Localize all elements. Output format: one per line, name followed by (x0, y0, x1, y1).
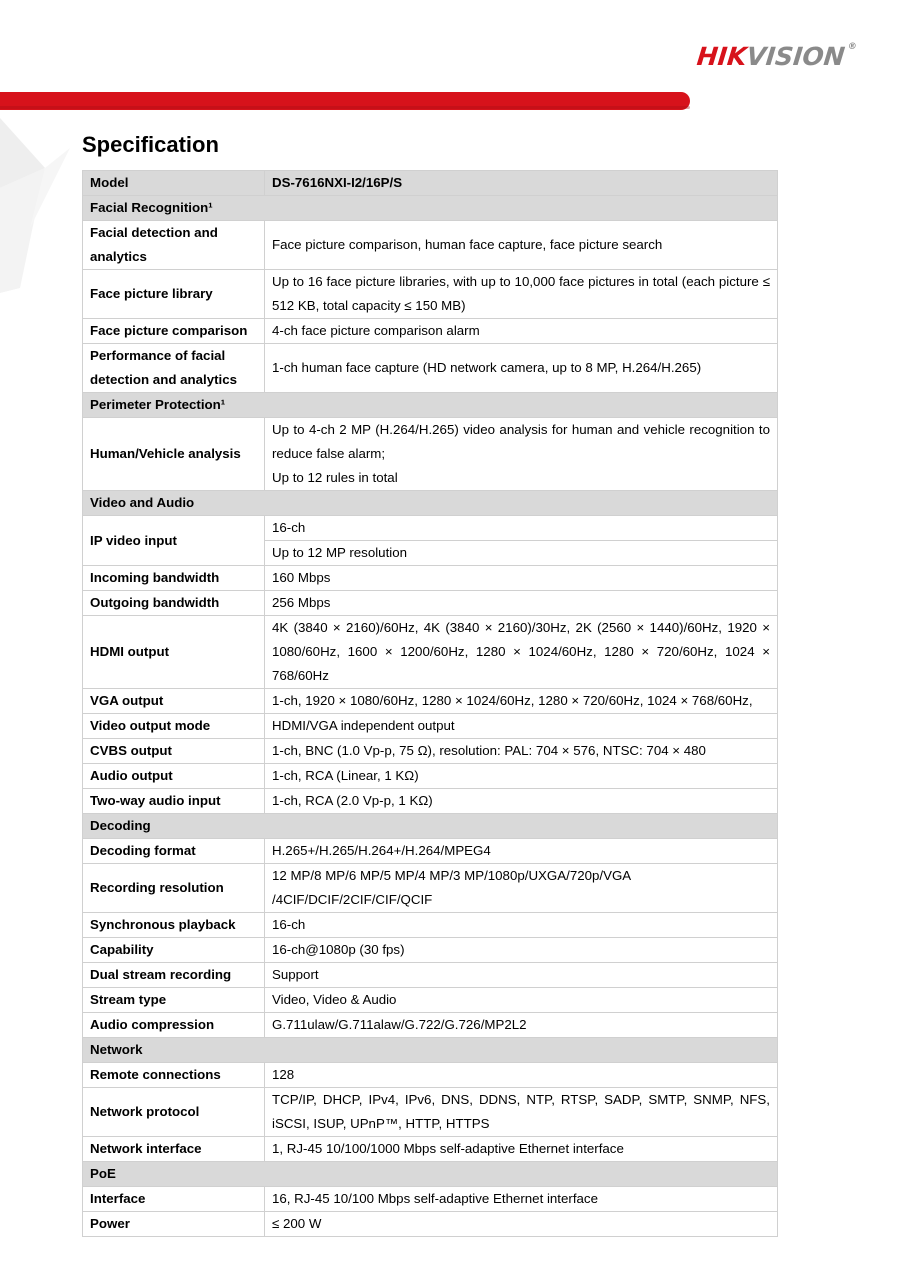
spec-label: Face picture comparison (83, 319, 265, 344)
spec-value (265, 789, 778, 814)
logo-text-red: HIK (695, 42, 749, 71)
spec-row (83, 616, 778, 689)
spec-value: Up to 12 MP resolution (265, 541, 778, 566)
spec-label: Audio output (83, 764, 265, 789)
spec-value (265, 270, 778, 319)
spec-value-line: 1-ch human face capture (HD network camera, up to 8 MP, H.264/H.265) (272, 360, 702, 375)
section-header-row (83, 491, 778, 516)
model-label: Model (83, 171, 265, 196)
spec-value (265, 988, 778, 1013)
spec-value (265, 739, 778, 764)
section-header-row (83, 814, 778, 839)
spec-row (83, 344, 778, 393)
spec-value (265, 1063, 778, 1088)
spec-value (265, 1137, 778, 1162)
spec-row (83, 714, 778, 739)
spec-label: IP video input (83, 516, 265, 566)
specification-table (82, 170, 778, 1237)
spec-label: Audio compression (83, 1013, 265, 1038)
spec-value-line: 16, RJ-45 10/100 Mbps self-adaptive Ethernet interface (272, 1191, 598, 1206)
spec-label: Two-way audio input (83, 789, 265, 814)
spec-value-line: 16-ch (272, 917, 306, 932)
spec-label: HDMI output (83, 616, 265, 689)
spec-row (83, 739, 778, 764)
hikvision-logo (696, 42, 858, 71)
spec-value (265, 714, 778, 739)
spec-value-line: HDMI/VGA independent output (272, 718, 455, 733)
spec-value-line: G.711ulaw/G.711alaw/G.722/G.726/MP2L2 (272, 1017, 527, 1032)
spec-value-line: TCP/IP, DHCP, IPv4, IPv6, DNS, DDNS, NTP, RTSP, SADP, SMTP, SNMP, NFS, iSCSI, ISUP, UPnP™, HTTP, HTTPS (272, 1092, 770, 1131)
spec-label: Dual stream recording (83, 963, 265, 988)
spec-row (83, 1063, 778, 1088)
spec-label: Video output mode (83, 714, 265, 739)
spec-label: Incoming bandwidth (83, 566, 265, 591)
section-title: Network (83, 1038, 778, 1063)
spec-value (265, 1088, 778, 1137)
spec-value-line: Support (272, 967, 319, 982)
spec-label: Synchronous playback (83, 913, 265, 938)
spec-value (265, 221, 778, 270)
section-header-row (83, 196, 778, 221)
spec-value-line: 4-ch face picture comparison alarm (272, 323, 480, 338)
spec-label: Power (83, 1212, 265, 1237)
section-title: Perimeter Protection¹ (83, 393, 778, 418)
spec-row (83, 566, 778, 591)
spec-value: 16-ch (265, 516, 778, 541)
spec-label: Network interface (83, 1137, 265, 1162)
spec-value-line: Face picture comparison, human face capture, face picture search (272, 237, 663, 252)
spec-label: CVBS output (83, 739, 265, 764)
spec-row (83, 913, 778, 938)
spec-label: Recording resolution (83, 864, 265, 913)
spec-row (83, 221, 778, 270)
spec-value-line: 160 Mbps (272, 570, 331, 585)
spec-value (265, 839, 778, 864)
spec-value-line: 4K (3840 × 2160)/60Hz, 4K (3840 × 2160)/30Hz, 2K (2560 × 1440)/60Hz, 1920 × 1080/60Hz, 1600 × 1200/60Hz, 1280 × 1024/60Hz, 1280 × 720/60Hz, 1024 × 768/60Hz (272, 620, 770, 683)
spec-value (265, 1013, 778, 1038)
spec-label: Interface (83, 1187, 265, 1212)
spec-label: Stream type (83, 988, 265, 1013)
spec-row (83, 418, 778, 491)
model-row (83, 171, 778, 196)
spec-value (265, 344, 778, 393)
header-red-bar (0, 92, 690, 110)
spec-value-line: 1-ch, RCA (2.0 Vp-p, 1 KΩ) (272, 793, 433, 808)
section-header-row (83, 393, 778, 418)
spec-value-line: 1, RJ-45 10/100/1000 Mbps self-adaptive Ethernet interface (272, 1141, 624, 1156)
spec-value-line: /4CIF/DCIF/2CIF/CIF/QCIF (272, 892, 433, 907)
spec-row (83, 1137, 778, 1162)
spec-row (83, 764, 778, 789)
spec-row (83, 789, 778, 814)
spec-label: Remote connections (83, 1063, 265, 1088)
spec-label: Capability (83, 938, 265, 963)
spec-value-line: 12 MP/8 MP/6 MP/5 MP/4 MP/3 MP/1080p/UXGA/720p/VGA (272, 868, 632, 883)
spec-value (265, 938, 778, 963)
spec-value-line: 128 (272, 1067, 295, 1082)
spec-value (265, 963, 778, 988)
section-title: PoE (83, 1162, 778, 1187)
spec-row (83, 864, 778, 913)
spec-row (83, 591, 778, 616)
spec-value (265, 616, 778, 689)
spec-label: VGA output (83, 689, 265, 714)
section-title: Facial Recognition¹ (83, 196, 778, 221)
spec-value (265, 913, 778, 938)
spec-value (265, 864, 778, 913)
spec-label: Performance of facial detection and analytics (83, 344, 265, 393)
spec-row (83, 1088, 778, 1137)
spec-row (83, 516, 778, 541)
spec-value-line: 1-ch, 1920 × 1080/60Hz, 1280 × 1024/60Hz, 1280 × 720/60Hz, 1024 × 768/60Hz, (272, 693, 753, 708)
page-title: Specification (82, 132, 219, 157)
section-title: Decoding (83, 814, 778, 839)
spec-value-line: Up to 12 rules in total (272, 470, 398, 485)
spec-row (83, 270, 778, 319)
spec-label: Facial detection and analytics (83, 221, 265, 270)
spec-row (83, 963, 778, 988)
spec-label: Outgoing bandwidth (83, 591, 265, 616)
spec-row (83, 1212, 778, 1237)
spec-value-line: 1-ch, RCA (Linear, 1 KΩ) (272, 768, 419, 783)
spec-value-line: 1-ch, BNC (1.0 Vp-p, 75 Ω), resolution: PAL: 704 × 576, NTSC: 704 × 480 (272, 743, 706, 758)
spec-value-line: Video, Video & Audio (272, 992, 397, 1007)
model-value: DS-7616NXI-I2/16P/S (265, 171, 778, 196)
spec-value (265, 591, 778, 616)
spec-value (265, 566, 778, 591)
spec-value-line: H.265+/H.265/H.264+/H.264/MPEG4 (272, 843, 491, 858)
section-header-row (83, 1038, 778, 1063)
spec-label: Human/Vehicle analysis (83, 418, 265, 491)
spec-label: Network protocol (83, 1088, 265, 1137)
spec-row (83, 938, 778, 963)
logo-text-gray: VISION (745, 42, 847, 71)
spec-row (83, 1013, 778, 1038)
spec-value-line: Up to 4-ch 2 MP (H.264/H.265) video analysis for human and vehicle recognition to reduce false alarm; (272, 422, 770, 461)
spec-value (265, 319, 778, 344)
spec-row (83, 988, 778, 1013)
spec-value-line: Up to 16 face picture libraries, with up to 10,000 face pictures in total (each picture ≤ 512 KB, total capacity ≤ 150 MB) (272, 274, 770, 313)
spec-row (83, 319, 778, 344)
spec-value (265, 1187, 778, 1212)
spec-value (265, 764, 778, 789)
spec-label: Face picture library (83, 270, 265, 319)
spec-value (265, 1212, 778, 1237)
registered-mark: ® (847, 42, 858, 52)
spec-value-line: ≤ 200 W (272, 1216, 322, 1231)
spec-value (265, 689, 778, 714)
watermark-star-graphic (0, 108, 80, 308)
spec-row (83, 689, 778, 714)
section-title: Video and Audio (83, 491, 778, 516)
spec-value (265, 418, 778, 491)
spec-row (83, 1187, 778, 1212)
spec-row (83, 839, 778, 864)
spec-value-line: 256 Mbps (272, 595, 331, 610)
section-header-row (83, 1162, 778, 1187)
spec-value-line: 16-ch@1080p (30 fps) (272, 942, 405, 957)
spec-label: Decoding format (83, 839, 265, 864)
